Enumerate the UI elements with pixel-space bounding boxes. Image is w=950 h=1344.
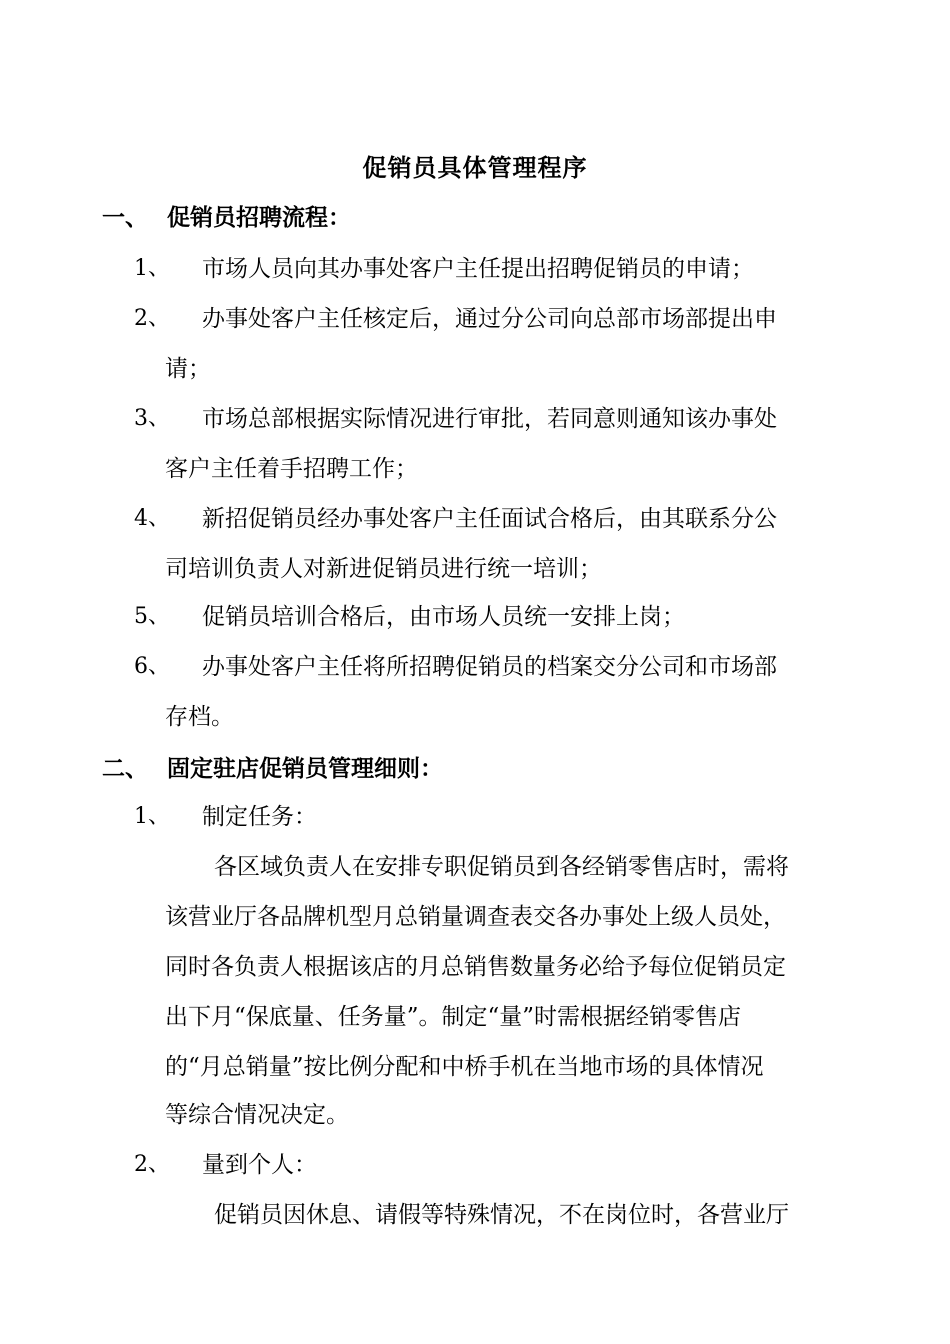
s1-item-5-line-1: 促销员培训合格后，由市场人员统一安排上岗； bbox=[202, 604, 685, 630]
s1-item-1-number: 1、 bbox=[134, 256, 170, 281]
s2-item-1-para-line-1: 各区域负责人在安排专职促销员到各经销零售店时，需将 bbox=[214, 854, 789, 880]
s1-item-2-number: 2、 bbox=[134, 306, 170, 331]
s2-item-1-number: 1、 bbox=[134, 804, 170, 829]
section-2-heading: 固定驻店促销员管理细则： bbox=[167, 755, 443, 782]
s1-item-3-line-1: 市场总部根据实际情况进行审批，若同意则通知该办事处 bbox=[202, 406, 777, 432]
s1-item-6-line-2: 存档。 bbox=[165, 704, 234, 730]
s1-item-2-line-1: 办事处客户主任核定后，通过分公司向总部市场部提出申 bbox=[202, 306, 777, 332]
s2-item-1-para-line-6: 等综合情况决定。 bbox=[165, 1102, 349, 1128]
s1-item-4-number: 4、 bbox=[134, 506, 170, 531]
s1-item-3-line-2: 客户主任着手招聘工作； bbox=[165, 456, 418, 482]
s2-item-2-number: 2、 bbox=[134, 1152, 170, 1177]
s2-item-1-para-line-4: 出下月“保底量、任务量”。制定“量”时需根据经销零售店 bbox=[165, 1004, 742, 1030]
s1-item-6-number: 6、 bbox=[134, 654, 170, 679]
s2-item-2-para-line-1: 促销员因休息、请假等特殊情况，不在岗位时，各营业厅 bbox=[214, 1202, 789, 1228]
s2-item-2-label: 量到个人： bbox=[202, 1152, 317, 1178]
s2-item-1-para-line-5: 的“月总销量”按比例分配和中桥手机在当地市场的具体情况 bbox=[165, 1054, 764, 1080]
s1-item-4-line-2: 司培训负责人对新进促销员进行统一培训； bbox=[165, 556, 602, 582]
section-1-number: 一、 bbox=[102, 204, 148, 231]
s1-item-2-line-2: 请； bbox=[165, 356, 211, 382]
s1-item-3-number: 3、 bbox=[134, 406, 170, 431]
s1-item-5-number: 5、 bbox=[134, 604, 170, 629]
s2-item-1-label: 制定任务： bbox=[202, 804, 317, 830]
s1-item-1-line-1: 市场人员向其办事处客户主任提出招聘促销员的申请； bbox=[202, 256, 754, 282]
section-1-heading: 促销员招聘流程： bbox=[167, 204, 351, 231]
section-2-number: 二、 bbox=[102, 755, 148, 782]
s2-item-1-para-line-2: 该营业厅各品牌机型月总销量调查表交各办事处上级人员处， bbox=[165, 904, 786, 930]
s1-item-6-line-1: 办事处客户主任将所招聘促销员的档案交分公司和市场部 bbox=[202, 654, 777, 680]
document-title: 促销员具体管理程序 bbox=[362, 153, 588, 182]
s2-item-1-para-line-3: 同时各负责人根据该店的月总销售数量务必给予每位促销员定 bbox=[165, 954, 786, 980]
s1-item-4-line-1: 新招促销员经办事处客户主任面试合格后，由其联系分公 bbox=[202, 506, 777, 532]
